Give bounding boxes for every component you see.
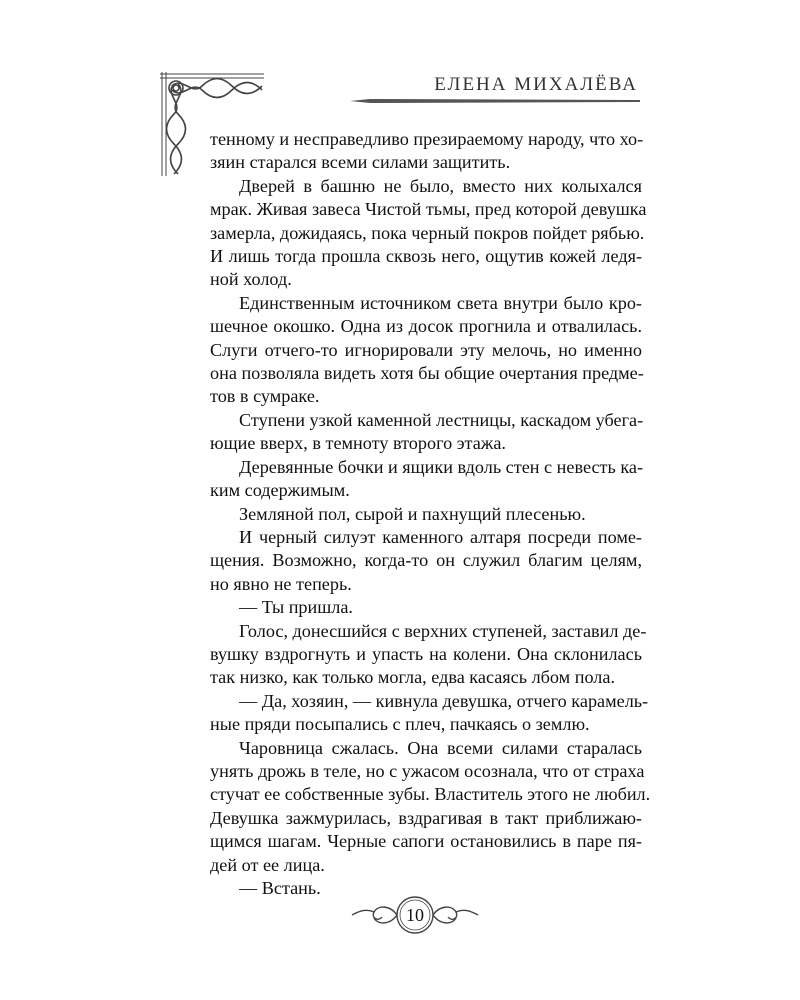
text-line: шечное окошко. Одна из досок прогнила и отвалилась.	[210, 316, 642, 337]
text-line: — Да, хозяин, — кивнула девушка, отчего карамель-	[239, 690, 649, 711]
paragraph	[210, 292, 642, 409]
header-rule	[350, 97, 640, 105]
paragraph	[210, 456, 642, 503]
text-line: тов в сумраке.	[210, 386, 320, 407]
text-line: И лишь тогда прошла сквозь него, ощутив кожей ледя-	[210, 246, 642, 267]
page-number: 10	[406, 905, 424, 925]
page-number-ornament	[340, 890, 490, 940]
text-line: замерла, дожидаясь, пока черный покров пойдет рябью.	[210, 222, 645, 243]
text-line: Слуги отчего-то игнорировали эту мелочь, но именно	[210, 339, 642, 360]
paragraph	[210, 596, 642, 619]
paragraph	[210, 620, 647, 690]
paragraph	[210, 737, 651, 877]
text-line: ные пряди посыпались с плеч, пачкаясь о землю.	[210, 714, 590, 735]
paragraph	[210, 503, 642, 526]
text-line: ким содержимым.	[210, 480, 350, 501]
text-line: Чаровница сжалась. Она всеми силами старалась	[239, 737, 642, 758]
text-line: стучат ее собственные зубы. Властитель этого не любил.	[210, 784, 651, 805]
text-line: Деревянные бочки и ящики вдоль стен с невесть ка-	[239, 456, 644, 477]
text-line: зяин старался всеми силами защитить.	[210, 152, 511, 173]
text-line: ющие вверх, в темноту второго этажа.	[210, 433, 506, 454]
text-line: ной холод.	[210, 269, 292, 290]
text-line: Дверей в башню не было, вместо них колыхался	[239, 175, 642, 196]
text-line: но явно не теперь.	[210, 573, 352, 594]
text-line: вушку вздрогнуть и упасть на колени. Она склонилась	[210, 643, 642, 664]
paragraph	[210, 409, 642, 456]
text-line: дей от ее лица.	[210, 854, 325, 875]
text-line: — Встань.	[239, 878, 321, 898]
text-line: Девушка зажмурилась, вздрагивая в такт приближаю-	[210, 807, 642, 828]
text-line: Единственным источником света внутри было кро-	[239, 292, 642, 313]
text-line: она позволяла видеть хотя бы общие очертания предме-	[210, 363, 644, 384]
text-line: тенному и несправедливо презираемому народу, что хо-	[210, 129, 644, 149]
paragraph	[210, 175, 647, 292]
text-line: унять дрожь в теле, но с ужасом осознала, что от страха	[210, 760, 645, 781]
paragraph	[210, 690, 649, 737]
paragraph	[210, 128, 642, 175]
body-text	[210, 128, 651, 900]
text-line: щимся шагам. Черные сапоги остановились в паре пя-	[210, 831, 642, 852]
text-line: щения. Возможно, когда-то он служил благим целям,	[210, 550, 642, 571]
text-line: И черный силуэт каменного алтаря посреди поме-	[239, 526, 642, 547]
text-line: так низко, как только могла, едва касаясь лбом пола.	[210, 667, 616, 688]
text-line: — Ты пришла.	[239, 597, 353, 618]
paragraph	[210, 526, 642, 596]
text-line: Голос, донесшийся с верхних ступеней, заставил де-	[239, 620, 647, 641]
running-head-author: ЕЛЕНА МИХАЛЁВА	[434, 74, 638, 95]
text-line: Земляной пол, сырой и пахнущий плесенью.	[239, 503, 586, 524]
text-line: мрак. Живая завеса Чистой тьмы, пред которой девушка	[210, 199, 647, 220]
text-line: Ступени узкой каменной лестницы, каскадом убега-	[239, 409, 644, 430]
